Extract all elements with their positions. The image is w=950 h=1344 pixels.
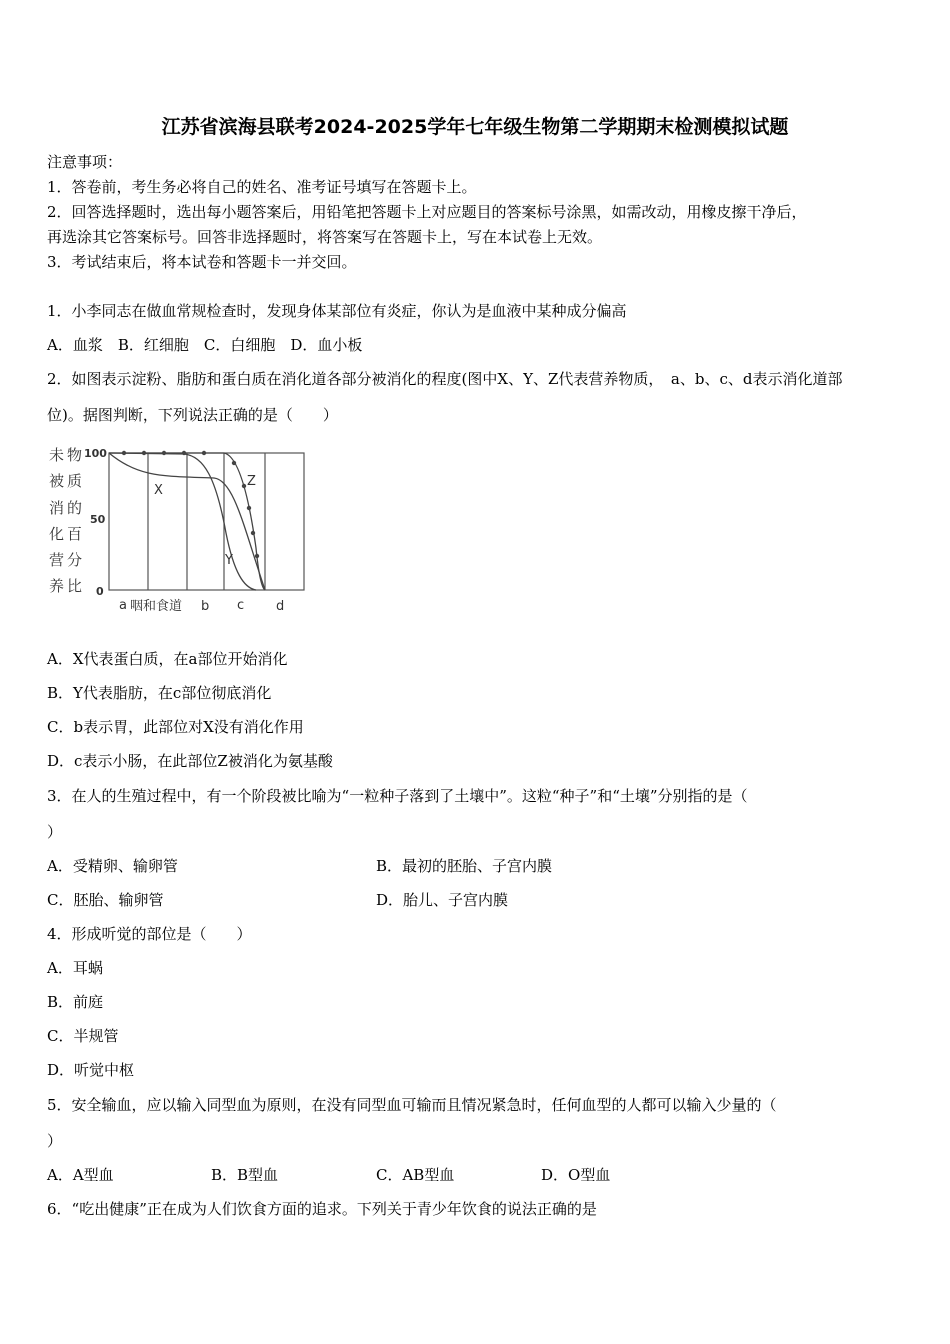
notice-heading: 注意事项：	[47, 153, 123, 171]
question-5-stem: 5．安全输血，应以输入同型血为原则，在没有同型血可输而且情况紧急时，任何血型的人都可以输入少量的（	[47, 1096, 777, 1114]
question-4-option-d: D．听觉中枢	[47, 1061, 135, 1079]
question-4-option-c: C．半规管	[47, 1027, 119, 1045]
question-4-option-b: B．前庭	[47, 993, 104, 1011]
question-5-option-b: B．B型血	[211, 1166, 279, 1184]
ylabel-char: 质	[67, 472, 83, 490]
question-5-option-d: D．O型血	[541, 1166, 611, 1184]
x-label: a	[119, 598, 127, 613]
question-3-stem-cont: ）	[47, 823, 63, 841]
ylabel-char: 未	[49, 446, 65, 464]
curve-label: Y	[225, 553, 233, 568]
data-dot	[202, 451, 206, 455]
ylabel-char: 的	[67, 499, 83, 517]
ylabel-char: 比	[67, 577, 83, 595]
digestion-graph	[44, 438, 314, 620]
question-6-stem: 6．“吃出健康”正在成为人们饮食方面的追求。下列关于青少年饮食的说法正确的是	[47, 1200, 597, 1218]
question-2-stem-cont: 位)。据图判断，下列说法正确的是（ ）	[47, 406, 338, 424]
data-dot	[255, 554, 259, 558]
ylabel-char: 营	[49, 551, 65, 569]
question-4-stem: 4．形成听觉的部位是（ ）	[47, 925, 252, 943]
x-label: b	[201, 599, 210, 614]
notice-item: 3．考试结束后，将本试卷和答题卡一并交回。	[47, 253, 357, 271]
graph-frame	[109, 453, 304, 590]
question-1-stem: 1．小李同志在做血常规检查时，发现身体某部位有炎症，你认为是血液中某种成分偏高	[47, 302, 627, 320]
ylabel-char: 化	[49, 525, 65, 543]
question-2-option-a: A．X代表蛋白质，在a部位开始消化	[47, 650, 288, 668]
question-2-option-c: C．b表示胃，此部位对X没有消化作用	[47, 718, 304, 736]
data-dot	[182, 451, 186, 455]
data-dot	[162, 451, 166, 455]
data-dot	[122, 451, 126, 455]
ylabel-char: 物	[67, 446, 83, 464]
question-3-option-c: C．胚胎、输卵管	[47, 891, 164, 909]
question-3-stem: 3．在人的生殖过程中，有一个阶段被比喻为“一粒种子落到了土壤中”。这粒“种子”和“土壤”分别指的是（	[47, 787, 748, 805]
y-tick-label: 50	[90, 513, 106, 526]
ylabel-char: 分	[67, 551, 83, 569]
data-dot	[247, 506, 251, 510]
ylabel-char: 百	[67, 525, 83, 543]
notice-item: 2．回答选择题时，选出每小题答案后，用铅笔把答题卡上对应题目的答案标号涂黑，如需改动，用橡皮擦干净后，	[47, 203, 807, 221]
curve-y	[109, 453, 256, 590]
question-3-option-b: B．最初的胚胎、子宫内膜	[376, 857, 553, 875]
question-4-option-a: A．耳蜗	[47, 959, 103, 977]
question-2-option-b: B．Y代表脂肪，在c部位彻底消化	[47, 684, 272, 702]
question-3-option-a: A．受精卵、输卵管	[47, 857, 178, 875]
question-1-options: A．血浆 B．红细胞 C．白细胞 D．血小板	[47, 336, 363, 354]
ylabel-char: 被	[49, 472, 65, 490]
question-2-option-d: D．c表示小肠，在此部位Z被消化为氨基酸	[47, 752, 333, 770]
question-5-option-c: C．AB型血	[376, 1166, 455, 1184]
notice-item: 再选涂其它答案标号。回答非选择题时，将答案写在答题卡上，写在本试卷上无效。	[47, 228, 603, 246]
curve-label: X	[154, 483, 163, 498]
x-label: d	[276, 599, 285, 614]
ylabel-char: 消	[49, 499, 65, 517]
x-label: 咽和食道	[130, 599, 183, 614]
question-5-stem-cont: ）	[47, 1132, 63, 1150]
y-tick-label: 0	[96, 585, 104, 598]
question-5-option-a: A．A型血	[47, 1166, 114, 1184]
ylabel-char: 养	[49, 577, 65, 595]
curve-label: Z	[247, 474, 256, 489]
data-dot	[251, 531, 255, 535]
y-tick-label: 100	[84, 447, 107, 460]
data-dot	[142, 451, 146, 455]
x-label: c	[237, 598, 245, 613]
data-dot	[232, 461, 236, 465]
page-title: 江苏省滨海县联考2024-2025学年七年级生物第二学期期末检测模拟试题	[161, 116, 789, 138]
question-3-option-d: D．胎儿、子宫内膜	[376, 891, 509, 909]
notice-item: 1．答卷前，考生务必将自己的姓名、准考证号填写在答题卡上。	[47, 178, 477, 196]
question-2-stem: 2．如图表示淀粉、脂肪和蛋白质在消化道各部分被消化的程度(图中X、Y、Z代表营养物质， a、b、c、d表示消化道部	[47, 370, 843, 388]
data-dot	[242, 484, 246, 488]
